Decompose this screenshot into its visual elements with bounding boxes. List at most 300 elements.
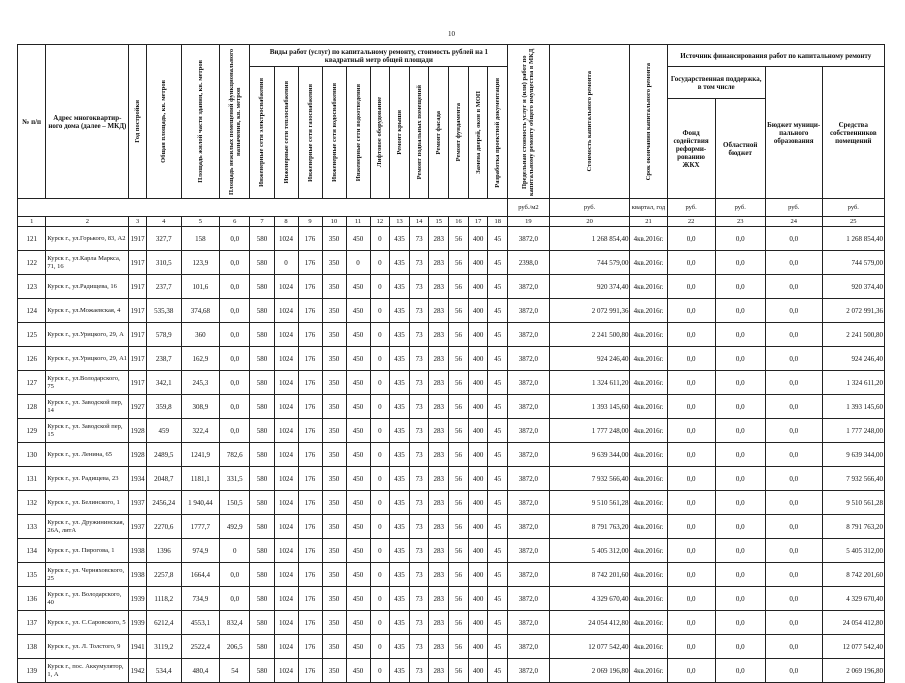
address-cell: Курск г., ул.Горького, 83, А2 xyxy=(46,227,129,251)
table-cell: 8 791 763,20 xyxy=(549,515,630,539)
header-total-area: Общая площадь, кв. метров xyxy=(146,45,181,199)
table-cell: 0,0 xyxy=(715,323,765,347)
table-cell: 1396 xyxy=(146,539,181,563)
table-cell: 435 xyxy=(390,659,410,683)
table-cell: 0,0 xyxy=(219,563,250,587)
table-cell: 3872,0 xyxy=(508,659,549,683)
table-cell: 0,0 xyxy=(667,347,715,371)
table-cell: 400 xyxy=(468,515,488,539)
table-cell: 283 xyxy=(429,443,449,467)
table-row xyxy=(18,371,885,395)
table-cell: 0,0 xyxy=(219,395,250,419)
table-cell: 176 xyxy=(298,227,322,251)
table-cell: 0 xyxy=(370,251,390,275)
table-cell: 1939 xyxy=(129,611,146,635)
table-cell: 122 xyxy=(18,251,46,275)
table-cell: 176 xyxy=(298,587,322,611)
table-cell: 73 xyxy=(409,587,429,611)
table-cell: 1941 xyxy=(129,635,146,659)
table-cell: 123 xyxy=(18,275,46,299)
table-cell: 56 xyxy=(449,443,469,467)
table-cell: 0,0 xyxy=(715,251,765,275)
table-cell: 8 791 763,20 xyxy=(822,515,884,539)
table-row xyxy=(18,635,885,659)
table-cell: 435 xyxy=(390,251,410,275)
table-cell: 580 xyxy=(250,515,274,539)
table-cell: 123,9 xyxy=(181,251,219,275)
table-cell: 136 xyxy=(18,587,46,611)
table-cell: 73 xyxy=(409,539,429,563)
table-cell: 128 xyxy=(18,395,46,419)
table-cell: 580 xyxy=(250,635,274,659)
table-cell: 176 xyxy=(298,563,322,587)
table-cell: 1917 xyxy=(129,299,146,323)
header-gas: Инженерные сети газоснабжения xyxy=(298,67,322,199)
address-cell: Курск г., ул.Радищева, 16 xyxy=(46,275,129,299)
table-cell: 3872,0 xyxy=(508,347,549,371)
table-cell: 435 xyxy=(390,539,410,563)
table-cell: 56 xyxy=(449,539,469,563)
table-cell: 832,4 xyxy=(219,611,250,635)
table-cell: 56 xyxy=(449,659,469,683)
table-cell: 435 xyxy=(390,515,410,539)
table-cell: 133 xyxy=(18,515,46,539)
column-number: 13 xyxy=(390,217,410,227)
table-cell: 139 xyxy=(18,659,46,683)
table-cell: 0,0 xyxy=(715,395,765,419)
table-row xyxy=(18,443,885,467)
table-cell: 1181,1 xyxy=(181,467,219,491)
header-roof: Ремонт крыши xyxy=(390,67,410,199)
table-cell: 374,68 xyxy=(181,299,219,323)
table-cell: 580 xyxy=(250,347,274,371)
column-number: 20 xyxy=(549,217,630,227)
table-cell: 134 xyxy=(18,539,46,563)
address-cell: Курск г., ул. Пирогова, 1 xyxy=(46,539,129,563)
column-number-row xyxy=(18,217,885,227)
table-cell: 1024 xyxy=(274,443,298,467)
table-cell: 2398,0 xyxy=(508,251,549,275)
table-cell: 176 xyxy=(298,611,322,635)
column-number: 18 xyxy=(488,217,508,227)
table-cell: 283 xyxy=(429,395,449,419)
table-cell: 744 579,00 xyxy=(822,251,884,275)
table-cell: 400 xyxy=(468,251,488,275)
header-elevator: Лифтовое оборудование xyxy=(370,67,390,199)
table-cell: 8 742 201,60 xyxy=(549,563,630,587)
table-cell: 435 xyxy=(390,275,410,299)
table-cell: 176 xyxy=(298,251,322,275)
table-cell: 56 xyxy=(449,275,469,299)
table-row xyxy=(18,563,885,587)
table-cell: 580 xyxy=(250,395,274,419)
table-cell: 400 xyxy=(468,635,488,659)
table-cell: 1 324 611,20 xyxy=(822,371,884,395)
table-cell: 283 xyxy=(429,299,449,323)
table-cell: 12 077 542,40 xyxy=(549,635,630,659)
table-cell: 56 xyxy=(449,251,469,275)
table-cell: 580 xyxy=(250,659,274,683)
table-cell: 350 xyxy=(322,659,346,683)
table-cell: 0 xyxy=(219,539,250,563)
table-cell: 9 639 344,00 xyxy=(822,443,884,467)
table-cell: 1024 xyxy=(274,227,298,251)
table-cell: 350 xyxy=(322,371,346,395)
table-cell: 45 xyxy=(488,323,508,347)
table-cell: 744 579,00 xyxy=(549,251,630,275)
header-address: Адрес многоквартир-ного дома (далее – МКД) xyxy=(46,45,129,199)
table-row xyxy=(18,659,885,683)
table-cell: 176 xyxy=(298,635,322,659)
address-cell: Курск г., ул.Володарского, 75 xyxy=(46,371,129,395)
table-cell: 45 xyxy=(488,227,508,251)
column-number: 2 xyxy=(46,217,129,227)
header-row-number: № п/п xyxy=(18,45,46,199)
table-cell: 283 xyxy=(429,515,449,539)
table-cell: 56 xyxy=(449,347,469,371)
table-cell: 0,0 xyxy=(715,275,765,299)
table-cell: 176 xyxy=(298,659,322,683)
table-cell: 1024 xyxy=(274,611,298,635)
column-number: 10 xyxy=(322,217,346,227)
table-cell: 435 xyxy=(390,299,410,323)
table-cell: 0,0 xyxy=(765,587,822,611)
table-cell: 0,0 xyxy=(765,419,822,443)
table-cell: 4кв.2016г. xyxy=(630,467,667,491)
table-cell: 176 xyxy=(298,443,322,467)
column-number: 4 xyxy=(146,217,181,227)
table-cell: 0 xyxy=(370,467,390,491)
table-cell: 73 xyxy=(409,275,429,299)
table-cell: 1024 xyxy=(274,299,298,323)
table-cell: 400 xyxy=(468,443,488,467)
table-cell: 73 xyxy=(409,395,429,419)
table-cell: 2257,8 xyxy=(146,563,181,587)
table-cell: 0 xyxy=(370,515,390,539)
address-cell: Курск г., ул. Заводской пер, 14 xyxy=(46,395,129,419)
table-cell: 350 xyxy=(322,587,346,611)
table-cell: 0 xyxy=(370,587,390,611)
table-cell: 130 xyxy=(18,443,46,467)
header-deadline: Срок окончания капитального ремонта xyxy=(630,45,667,199)
table-cell: 400 xyxy=(468,491,488,515)
table-cell: 56 xyxy=(449,299,469,323)
table-cell: 0 xyxy=(370,323,390,347)
table-cell: 56 xyxy=(449,371,469,395)
table-cell: 580 xyxy=(250,443,274,467)
table-cell: 129 xyxy=(18,419,46,443)
address-cell: Курск г., ул. Радищева, 23 xyxy=(46,467,129,491)
table-cell: 56 xyxy=(449,515,469,539)
table-cell: 137 xyxy=(18,611,46,635)
table-cell: 5 405 312,00 xyxy=(549,539,630,563)
address-cell: Курск г., ул. Заводской пер, 15 xyxy=(46,419,129,443)
table-cell: 176 xyxy=(298,395,322,419)
table-cell: 0,0 xyxy=(715,371,765,395)
table-cell: 0,0 xyxy=(219,323,250,347)
table-cell: 54 xyxy=(219,659,250,683)
table-cell: 1934 xyxy=(129,467,146,491)
table-cell: 924 246,40 xyxy=(822,347,884,371)
table-cell: 283 xyxy=(429,347,449,371)
table-cell: 580 xyxy=(250,563,274,587)
table-cell: 3872,0 xyxy=(508,275,549,299)
table-cell: 101,6 xyxy=(181,275,219,299)
table-cell: 73 xyxy=(409,443,429,467)
table-cell: 283 xyxy=(429,491,449,515)
table-cell: 0,0 xyxy=(765,635,822,659)
table-cell: 1024 xyxy=(274,419,298,443)
header-doors-windows: Замена дверей, окон в МОП xyxy=(468,67,488,199)
unit-regional: руб. xyxy=(715,199,765,217)
table-cell: 310,5 xyxy=(146,251,181,275)
table-cell: 2489,5 xyxy=(146,443,181,467)
column-number: 24 xyxy=(765,217,822,227)
table-cell: 12 077 542,40 xyxy=(822,635,884,659)
table-cell: 924 246,40 xyxy=(549,347,630,371)
address-cell: Курск г., ул. Ленина, 65 xyxy=(46,443,129,467)
table-cell: 0,0 xyxy=(667,443,715,467)
table-cell: 1917 xyxy=(129,371,146,395)
table-cell: 238,7 xyxy=(146,347,181,371)
table-cell: 283 xyxy=(429,659,449,683)
table-cell: 580 xyxy=(250,323,274,347)
table-cell: 0,0 xyxy=(715,443,765,467)
table-cell: 158 xyxy=(181,227,219,251)
table-cell: 435 xyxy=(390,443,410,467)
table-cell: 0 xyxy=(370,491,390,515)
address-cell: Курск г., ул. Белинского, 1 xyxy=(46,491,129,515)
table-cell: 0,0 xyxy=(715,539,765,563)
column-number: 21 xyxy=(630,217,667,227)
table-cell: 0,0 xyxy=(667,419,715,443)
table-cell: 283 xyxy=(429,635,449,659)
table-cell: 6212,4 xyxy=(146,611,181,635)
table-cell: 0,0 xyxy=(219,587,250,611)
column-number: 3 xyxy=(129,217,146,227)
table-cell: 580 xyxy=(250,611,274,635)
table-cell: 359,8 xyxy=(146,395,181,419)
table-cell: 0,0 xyxy=(667,299,715,323)
table-row xyxy=(18,323,885,347)
table-cell: 3872,0 xyxy=(508,539,549,563)
table-cell: 0,0 xyxy=(765,275,822,299)
table-cell: 350 xyxy=(322,227,346,251)
address-cell: Курск г., пос. Аккумулятор, 1, А xyxy=(46,659,129,683)
column-number: 14 xyxy=(409,217,429,227)
header-source-group: Источник финансирования работ по капитальному ремонту xyxy=(667,45,884,67)
table-cell: 0,0 xyxy=(667,659,715,683)
table-cell: 0,0 xyxy=(667,227,715,251)
table-cell: 450 xyxy=(346,491,370,515)
table-cell: 283 xyxy=(429,371,449,395)
table-cell: 0,0 xyxy=(667,587,715,611)
table-cell: 0 xyxy=(370,395,390,419)
table-cell: 176 xyxy=(298,491,322,515)
table-cell: 4кв.2016г. xyxy=(630,635,667,659)
table-cell: 3872,0 xyxy=(508,467,549,491)
table-cell: 350 xyxy=(322,515,346,539)
header-owners: Средства собственников помещений xyxy=(822,67,884,199)
table-cell: 400 xyxy=(468,299,488,323)
table-cell: 4кв.2016г. xyxy=(630,347,667,371)
table-cell: 435 xyxy=(390,491,410,515)
table-cell: 400 xyxy=(468,563,488,587)
table-cell: 176 xyxy=(298,275,322,299)
table-cell: 1927 xyxy=(129,395,146,419)
table-cell: 73 xyxy=(409,323,429,347)
table-cell: 138 xyxy=(18,635,46,659)
table-cell: 56 xyxy=(449,227,469,251)
table-cell: 1 940,44 xyxy=(181,491,219,515)
table-cell: 56 xyxy=(449,395,469,419)
table-row xyxy=(18,275,885,299)
table-cell: 0 xyxy=(370,635,390,659)
table-cell: 1024 xyxy=(274,323,298,347)
table-cell: 131 xyxy=(18,467,46,491)
table-cell: 4кв.2016г. xyxy=(630,515,667,539)
table-cell: 0,0 xyxy=(765,443,822,467)
table-cell: 435 xyxy=(390,227,410,251)
header-facade: Ремонт фасада xyxy=(429,67,449,199)
table-cell: 920 374,40 xyxy=(822,275,884,299)
table-cell: 1241,9 xyxy=(181,443,219,467)
table-cell: 435 xyxy=(390,611,410,635)
table-cell: 0,0 xyxy=(715,419,765,443)
table-cell: 56 xyxy=(449,419,469,443)
table-cell: 580 xyxy=(250,491,274,515)
table-cell: 0,0 xyxy=(219,227,250,251)
table-cell: 450 xyxy=(346,395,370,419)
column-number: 15 xyxy=(429,217,449,227)
table-cell: 450 xyxy=(346,443,370,467)
table-cell: 56 xyxy=(449,467,469,491)
table-cell: 450 xyxy=(346,611,370,635)
table-cell: 350 xyxy=(322,467,346,491)
table-cell: 0 xyxy=(274,251,298,275)
table-cell: 237,7 xyxy=(146,275,181,299)
table-cell: 0,0 xyxy=(715,635,765,659)
table-cell: 9 639 344,00 xyxy=(549,443,630,467)
table-cell: 1 393 145,60 xyxy=(822,395,884,419)
table-cell: 535,38 xyxy=(146,299,181,323)
table-cell: 4кв.2016г. xyxy=(630,227,667,251)
table-cell: 1024 xyxy=(274,371,298,395)
table-cell: 283 xyxy=(429,587,449,611)
table-cell: 4кв.2016г. xyxy=(630,587,667,611)
table-cell: 24 054 412,80 xyxy=(549,611,630,635)
table-cell: 459 xyxy=(146,419,181,443)
table-cell: 73 xyxy=(409,491,429,515)
table-cell: 350 xyxy=(322,563,346,587)
table-cell: 125 xyxy=(18,323,46,347)
table-cell: 1917 xyxy=(129,275,146,299)
table-cell: 400 xyxy=(468,419,488,443)
table-cell: 1024 xyxy=(274,635,298,659)
table-cell: 4кв.2016г. xyxy=(630,299,667,323)
table-cell: 1 777 248,00 xyxy=(822,419,884,443)
table-cell: 4кв.2016г. xyxy=(630,443,667,467)
table-cell: 350 xyxy=(322,539,346,563)
table-cell: 4553,1 xyxy=(181,611,219,635)
table-cell: 4кв.2016г. xyxy=(630,323,667,347)
table-cell: 1937 xyxy=(129,491,146,515)
table-cell: 3872,0 xyxy=(508,491,549,515)
table-row xyxy=(18,539,885,563)
table-cell: 4кв.2016г. xyxy=(630,659,667,683)
table-cell: 0,0 xyxy=(667,371,715,395)
table-cell: 45 xyxy=(488,587,508,611)
column-number: 7 xyxy=(250,217,274,227)
table-cell: 400 xyxy=(468,395,488,419)
table-cell: 322,4 xyxy=(181,419,219,443)
table-cell: 45 xyxy=(488,467,508,491)
table-row xyxy=(18,347,885,371)
table-cell: 0,0 xyxy=(765,539,822,563)
table-cell: 245,3 xyxy=(181,371,219,395)
header-works-group: Виды работ (услуг) по капитальному ремонту, стоимость рублей на 1 квадратный метр общей площади xyxy=(250,45,508,67)
header-year: Год постройки xyxy=(129,45,146,199)
header-state-group: Государственная поддержка, в том числе xyxy=(667,67,765,99)
header-living-area: Площадь жилой части здания, кв. метров xyxy=(181,45,219,199)
table-cell: 176 xyxy=(298,323,322,347)
table-cell: 3872,0 xyxy=(508,635,549,659)
table-cell: 974,9 xyxy=(181,539,219,563)
table-cell: 331,5 xyxy=(219,467,250,491)
table-cell: 435 xyxy=(390,587,410,611)
table-cell: 0,0 xyxy=(219,299,250,323)
table-cell: 1024 xyxy=(274,347,298,371)
address-cell: Курск г., ул. С.Саровского, 5 xyxy=(46,611,129,635)
address-cell: Курск г., ул.Можаевская, 4 xyxy=(46,299,129,323)
table-cell: 9 510 561,28 xyxy=(549,491,630,515)
table-cell: 1024 xyxy=(274,395,298,419)
table-cell: 73 xyxy=(409,347,429,371)
table-cell: 450 xyxy=(346,635,370,659)
table-cell: 1928 xyxy=(129,443,146,467)
table-cell: 73 xyxy=(409,419,429,443)
table-cell: 132 xyxy=(18,491,46,515)
table-cell: 0 xyxy=(370,275,390,299)
table-cell: 0,0 xyxy=(667,539,715,563)
table-cell: 5 405 312,00 xyxy=(822,539,884,563)
table-cell: 0,0 xyxy=(715,227,765,251)
table-cell: 0,0 xyxy=(219,275,250,299)
table-cell: 350 xyxy=(322,419,346,443)
table-cell: 7 932 566,40 xyxy=(822,467,884,491)
table-cell: 2 072 991,36 xyxy=(549,299,630,323)
table-cell: 56 xyxy=(449,635,469,659)
table-cell: 1777,7 xyxy=(181,515,219,539)
table-cell: 360 xyxy=(181,323,219,347)
table-cell: 73 xyxy=(409,227,429,251)
table-cell: 3872,0 xyxy=(508,443,549,467)
column-number: 9 xyxy=(298,217,322,227)
table-cell: 400 xyxy=(468,467,488,491)
table-cell: 0,0 xyxy=(667,323,715,347)
table-cell: 450 xyxy=(346,539,370,563)
table-cell: 0,0 xyxy=(715,299,765,323)
table-cell: 0,0 xyxy=(667,635,715,659)
table-cell: 0 xyxy=(370,443,390,467)
table-cell: 2 069 196,80 xyxy=(549,659,630,683)
table-cell: 9 510 561,28 xyxy=(822,491,884,515)
table-cell: 176 xyxy=(298,299,322,323)
table-row xyxy=(18,251,885,275)
table-cell: 782,6 xyxy=(219,443,250,467)
table-cell: 0,0 xyxy=(667,251,715,275)
table-cell: 206,5 xyxy=(219,635,250,659)
